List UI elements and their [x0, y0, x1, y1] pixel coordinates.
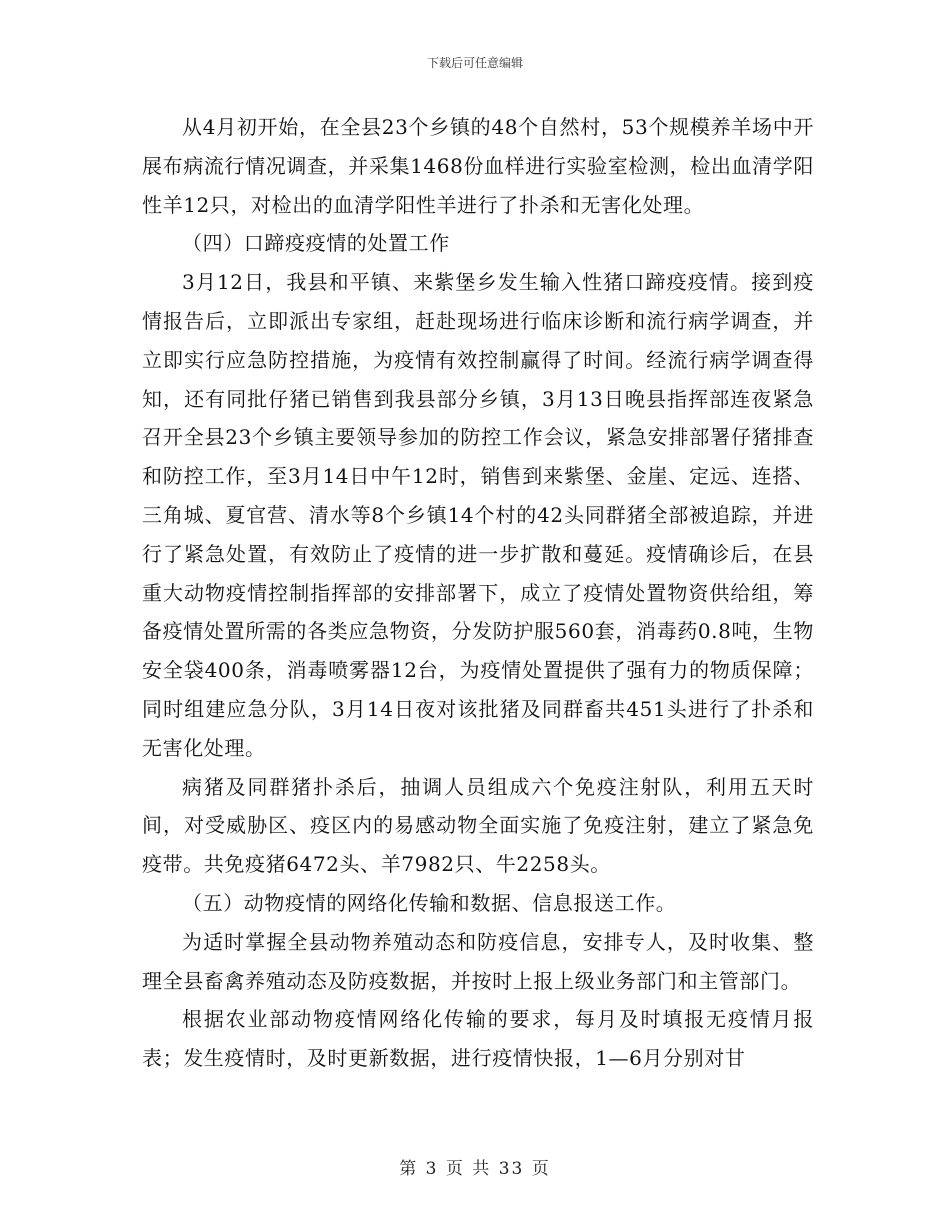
- paragraph-data-reporting: 为适时掌握全县动物养殖动态和防疫信息，安排专人，及时收集、整理全县畜禽养殖动态及防疫数据，并按时上报上级业务部门和主管部门。: [142, 929, 814, 993]
- document-body: [142, 108, 814, 1078]
- paragraph-emergency-vaccination: 病猪及同群猪扑杀后，抽调人员组成六个免疫注射队，利用五天时间，对受威胁区、疫区内的易感动物全面实施了免疫注射，建立了紧急免疫带。共免疫猪6472头、羊7982只、牛2258头。: [142, 774, 814, 877]
- page-header-note: 下载后可任意编辑: [426, 56, 523, 70]
- paragraph-network-transmission: 根据农业部动物疫情网络化传输的要求，每月及时填报无疫情月报表；发生疫情时，及时更新数据，进行疫情快报，1—6月分别对甘: [142, 1007, 814, 1071]
- paragraph-brucellosis-survey: 从4月初开始，在全县23个乡镇的48个自然村，53个规模养羊场中开展布病流行情况调查，并采集1468份血样进行实验室检测，检出血清学阳性羊12只，对检出的血清学阳性羊进行了扑杀和无害化处理。: [142, 115, 814, 217]
- section-heading-5: （五）动物疫情的网络化传输和数据、信息报送工作。: [182, 890, 677, 915]
- page-number-footer: 第 3 页 共 33 页: [399, 1159, 551, 1179]
- paragraph-fmd-outbreak: 3月12日，我县和平镇、来紫堡乡发生输入性猪口蹄疫疫情。接到疫情报告后，立即派出专家组，赶赴现场进行临床诊断和流行病学调查，并立即实行应急防控措施，为疫情有效控制赢得了时间。经流行病学调查得知，还有同批仔猪已销售到我县部分乡镇，3月13日晚县指挥部连夜紧急召开全县23个乡镇主要领导参加的防控工作会议，紧急安排部署仔猪排查和防控工作，至3月14日中午12时，销售到来紫堡、金崖、定远、连搭、三角城、夏官营、清水等8个乡镇14个村的42头同群猪全部被追踪，并进行了紧急处置，有效防止了疫情的进一步扩散和蔓延。疫情确诊后，在县重大动物疫情控制指挥部的安排部署下，成立了疫情处置物资供给组，筹备疫情处置所需的各类应急物资，分发防护服560套，消毒药0.8吨，生物安全袋400条，消毒喷雾器12台，为疫情处置提供了强有力的物质保障；同时组建应急分队，3月14日夜对该批猪及同群畜共451头进行了扑杀和无害化处理。: [142, 270, 814, 760]
- section-heading-4: （四）口蹄疫疫情的处置工作: [182, 231, 450, 256]
